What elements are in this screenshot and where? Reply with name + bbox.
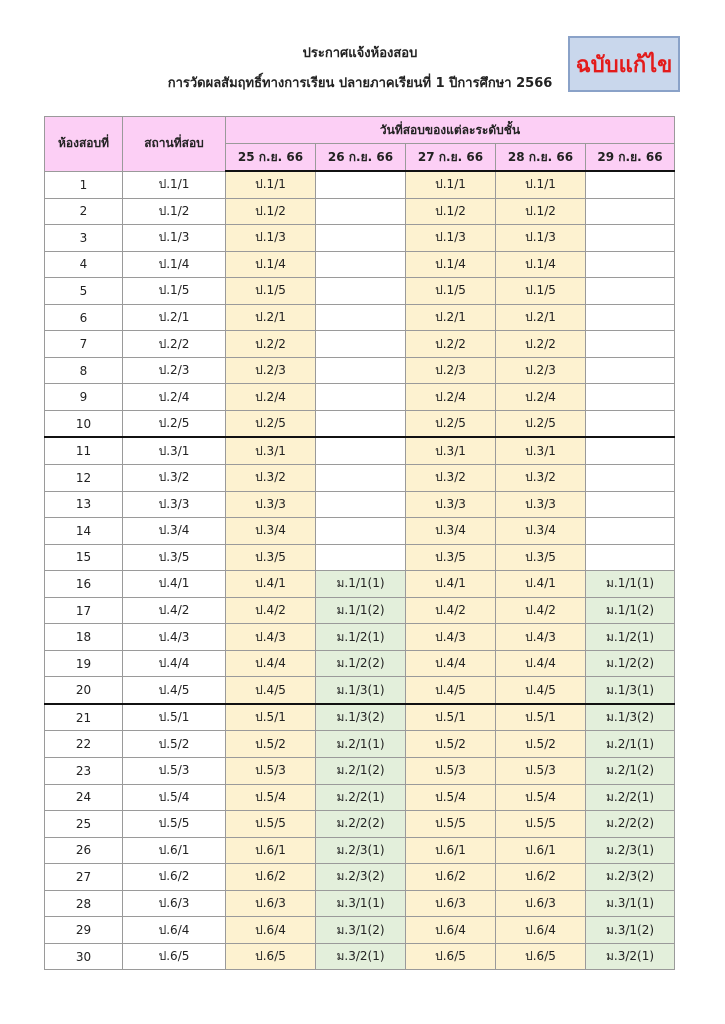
- cell-date-26: [316, 251, 406, 278]
- cell-location: ป.3/4: [123, 518, 226, 545]
- cell-location: ป.2/2: [123, 331, 226, 358]
- cell-date-28: ป.2/4: [496, 384, 586, 411]
- cell-date-29: ม.1/1(1): [586, 571, 675, 598]
- cell-location: ป.2/5: [123, 410, 226, 437]
- table-row: [45, 410, 675, 437]
- cell-date-28: ป.3/1: [496, 437, 586, 464]
- cell-date-28: ป.5/5: [496, 811, 586, 838]
- cell-date-26: [316, 225, 406, 252]
- cell-date-25: ป.6/2: [226, 864, 316, 891]
- cell-date-27: ป.2/1: [406, 304, 496, 331]
- cell-date-28: ป.4/1: [496, 571, 586, 598]
- cell-date-26: [316, 465, 406, 492]
- cell-location: ป.5/2: [123, 731, 226, 758]
- cell-date-29: [586, 357, 675, 384]
- cell-date-27: ป.4/4: [406, 650, 496, 677]
- table-row: [45, 278, 675, 305]
- cell-date-29: [586, 410, 675, 437]
- cell-date-26: ม.1/3(2): [316, 704, 406, 731]
- cell-room: 15: [45, 544, 123, 571]
- cell-date-26: [316, 198, 406, 225]
- cell-date-25: ป.6/4: [226, 917, 316, 944]
- cell-date-27: ป.4/5: [406, 677, 496, 704]
- cell-date-25: ป.4/3: [226, 624, 316, 651]
- cell-date-27: ป.1/2: [406, 198, 496, 225]
- cell-date-25: ป.3/5: [226, 544, 316, 571]
- cell-date-29: ม.2/1(2): [586, 758, 675, 785]
- cell-room: 22: [45, 731, 123, 758]
- table-row: [45, 357, 675, 384]
- cell-date-26: ม.1/3(1): [316, 677, 406, 704]
- cell-date-29: [586, 437, 675, 464]
- cell-date-26: ม.3/2(1): [316, 943, 406, 970]
- cell-room: 7: [45, 331, 123, 358]
- cell-location: ป.6/3: [123, 890, 226, 917]
- table-row: [45, 864, 675, 891]
- cell-room: 11: [45, 437, 123, 464]
- cell-date-26: [316, 518, 406, 545]
- cell-date-28: ป.1/2: [496, 198, 586, 225]
- cell-location: ป.4/2: [123, 597, 226, 624]
- cell-date-26: ม.1/2(2): [316, 650, 406, 677]
- cell-date-27: ป.6/3: [406, 890, 496, 917]
- cell-date-27: ป.6/1: [406, 837, 496, 864]
- cell-date-26: [316, 304, 406, 331]
- cell-date-25: ป.1/2: [226, 198, 316, 225]
- cell-date-29: [586, 544, 675, 571]
- cell-date-29: ม.1/2(1): [586, 624, 675, 651]
- table-row: [45, 198, 675, 225]
- cell-date-27: ป.4/1: [406, 571, 496, 598]
- table-row: [45, 331, 675, 358]
- cell-date-28: ป.3/5: [496, 544, 586, 571]
- cell-location: ป.2/3: [123, 357, 226, 384]
- cell-date-28: ป.6/3: [496, 890, 586, 917]
- cell-date-28: ป.6/5: [496, 943, 586, 970]
- cell-room: 30: [45, 943, 123, 970]
- cell-date-25: ป.2/3: [226, 357, 316, 384]
- cell-date-29: ม.3/1(1): [586, 890, 675, 917]
- table-row: [45, 251, 675, 278]
- cell-room: 18: [45, 624, 123, 651]
- header-date: 26 ก.ย. 66: [316, 144, 406, 172]
- cell-date-25: ป.4/2: [226, 597, 316, 624]
- cell-date-29: ม.2/2(1): [586, 784, 675, 811]
- cell-date-25: ป.4/5: [226, 677, 316, 704]
- cell-date-27: ป.1/1: [406, 171, 496, 198]
- cell-date-27: ป.5/2: [406, 731, 496, 758]
- header-date: 27 ก.ย. 66: [406, 144, 496, 172]
- cell-date-29: ม.3/1(2): [586, 917, 675, 944]
- cell-date-26: [316, 357, 406, 384]
- cell-date-29: [586, 304, 675, 331]
- cell-location: ป.3/5: [123, 544, 226, 571]
- cell-room: 19: [45, 650, 123, 677]
- cell-date-29: [586, 251, 675, 278]
- cell-date-26: ม.2/3(2): [316, 864, 406, 891]
- table-row: [45, 437, 675, 464]
- cell-location: ป.2/1: [123, 304, 226, 331]
- cell-room: 24: [45, 784, 123, 811]
- header-date: 25 ก.ย. 66: [226, 144, 316, 172]
- cell-date-28: ป.6/1: [496, 837, 586, 864]
- cell-date-27: ป.5/5: [406, 811, 496, 838]
- cell-date-29: [586, 518, 675, 545]
- cell-date-26: ม.3/1(1): [316, 890, 406, 917]
- cell-date-28: ป.3/4: [496, 518, 586, 545]
- cell-date-25: ป.3/2: [226, 465, 316, 492]
- cell-date-26: [316, 437, 406, 464]
- cell-location: ป.3/1: [123, 437, 226, 464]
- cell-date-28: ป.3/3: [496, 491, 586, 518]
- cell-date-27: ป.5/1: [406, 704, 496, 731]
- cell-date-28: ป.2/1: [496, 304, 586, 331]
- cell-date-29: ม.2/2(2): [586, 811, 675, 838]
- cell-date-29: [586, 198, 675, 225]
- cell-room: 5: [45, 278, 123, 305]
- cell-date-29: [586, 278, 675, 305]
- cell-date-29: [586, 225, 675, 252]
- cell-room: 28: [45, 890, 123, 917]
- table-row: [45, 518, 675, 545]
- cell-date-26: ม.3/1(2): [316, 917, 406, 944]
- cell-date-25: ป.3/1: [226, 437, 316, 464]
- table-row: [45, 225, 675, 252]
- cell-date-27: ป.3/5: [406, 544, 496, 571]
- cell-location: ป.5/1: [123, 704, 226, 731]
- cell-location: ป.1/5: [123, 278, 226, 305]
- cell-date-29: ม.1/3(1): [586, 677, 675, 704]
- table-row: [45, 650, 675, 677]
- cell-room: 12: [45, 465, 123, 492]
- cell-date-28: ป.2/5: [496, 410, 586, 437]
- cell-date-26: [316, 544, 406, 571]
- cell-date-28: ป.4/3: [496, 624, 586, 651]
- cell-date-25: ป.3/3: [226, 491, 316, 518]
- cell-date-28: ป.3/2: [496, 465, 586, 492]
- cell-room: 6: [45, 304, 123, 331]
- page-subtitle: การวัดผลสัมฤทธิ์ทางการเรียน ปลายภาคเรียนที่ 1 ปีการศึกษา 2566: [167, 76, 553, 91]
- cell-date-25: ป.1/1: [226, 171, 316, 198]
- cell-date-27: ป.2/2: [406, 331, 496, 358]
- cell-room: 26: [45, 837, 123, 864]
- cell-date-25: ป.5/4: [226, 784, 316, 811]
- cell-date-28: ป.6/2: [496, 864, 586, 891]
- cell-date-29: ม.2/1(1): [586, 731, 675, 758]
- cell-location: ป.1/1: [123, 171, 226, 198]
- cell-date-26: [316, 384, 406, 411]
- table-row: [45, 943, 675, 970]
- cell-date-28: ป.1/1: [496, 171, 586, 198]
- cell-date-27: ป.6/4: [406, 917, 496, 944]
- cell-date-26: ม.1/1(2): [316, 597, 406, 624]
- cell-date-25: ป.6/3: [226, 890, 316, 917]
- cell-room: 21: [45, 704, 123, 731]
- cell-date-26: [316, 331, 406, 358]
- header-row-1: [45, 117, 675, 144]
- cell-date-25: ป.2/5: [226, 410, 316, 437]
- cell-date-28: ป.1/5: [496, 278, 586, 305]
- cell-date-27: ป.2/3: [406, 357, 496, 384]
- table-row: [45, 597, 675, 624]
- cell-date-28: ป.2/3: [496, 357, 586, 384]
- revision-badge: [568, 36, 680, 92]
- cell-date-27: ป.5/3: [406, 758, 496, 785]
- cell-date-28: ป.5/4: [496, 784, 586, 811]
- cell-date-25: ป.1/5: [226, 278, 316, 305]
- cell-date-29: [586, 491, 675, 518]
- cell-date-27: ป.1/5: [406, 278, 496, 305]
- cell-location: ป.3/2: [123, 465, 226, 492]
- cell-date-27: ป.1/4: [406, 251, 496, 278]
- header-date: 29 ก.ย. 66: [586, 144, 675, 172]
- cell-date-29: [586, 171, 675, 198]
- table-body: [45, 171, 675, 970]
- header-dates-group: วันที่สอบของแต่ละระดับชั้น: [226, 117, 675, 144]
- cell-date-29: ม.2/3(2): [586, 864, 675, 891]
- cell-date-27: ป.5/4: [406, 784, 496, 811]
- cell-date-27: ป.2/5: [406, 410, 496, 437]
- cell-location: ป.6/5: [123, 943, 226, 970]
- cell-room: 16: [45, 571, 123, 598]
- cell-date-28: ป.5/2: [496, 731, 586, 758]
- cell-date-25: ป.1/4: [226, 251, 316, 278]
- table-row: [45, 304, 675, 331]
- cell-room: 10: [45, 410, 123, 437]
- cell-date-26: [316, 491, 406, 518]
- cell-date-27: ป.3/4: [406, 518, 496, 545]
- cell-date-27: ป.1/3: [406, 225, 496, 252]
- cell-date-28: ป.4/4: [496, 650, 586, 677]
- table-row: [45, 731, 675, 758]
- cell-location: ป.4/5: [123, 677, 226, 704]
- cell-date-25: ป.4/1: [226, 571, 316, 598]
- table-row: [45, 171, 675, 198]
- header-date: 28 ก.ย. 66: [496, 144, 586, 172]
- cell-date-28: ป.1/4: [496, 251, 586, 278]
- table-row: [45, 571, 675, 598]
- table-row: [45, 917, 675, 944]
- cell-room: 8: [45, 357, 123, 384]
- cell-room: 25: [45, 811, 123, 838]
- cell-date-27: ป.3/2: [406, 465, 496, 492]
- table-row: [45, 704, 675, 731]
- cell-date-29: ม.3/2(1): [586, 943, 675, 970]
- cell-date-28: ป.5/1: [496, 704, 586, 731]
- table-row: [45, 784, 675, 811]
- cell-date-25: ป.6/5: [226, 943, 316, 970]
- cell-location: ป.2/4: [123, 384, 226, 411]
- cell-date-25: ป.5/1: [226, 704, 316, 731]
- cell-location: ป.6/4: [123, 917, 226, 944]
- cell-date-27: ป.3/3: [406, 491, 496, 518]
- cell-date-28: ป.1/3: [496, 225, 586, 252]
- cell-date-29: ม.1/2(2): [586, 650, 675, 677]
- cell-location: ป.4/1: [123, 571, 226, 598]
- cell-date-29: ม.1/1(2): [586, 597, 675, 624]
- cell-room: 9: [45, 384, 123, 411]
- cell-date-26: ม.2/3(1): [316, 837, 406, 864]
- cell-location: ป.4/4: [123, 650, 226, 677]
- cell-room: 27: [45, 864, 123, 891]
- revision-badge-label: ฉบับแก้ไข: [575, 52, 673, 78]
- cell-location: ป.4/3: [123, 624, 226, 651]
- cell-date-26: ม.1/1(1): [316, 571, 406, 598]
- cell-room: 1: [45, 171, 123, 198]
- cell-date-25: ป.1/3: [226, 225, 316, 252]
- cell-date-26: [316, 410, 406, 437]
- table-row: [45, 544, 675, 571]
- cell-date-28: ป.4/2: [496, 597, 586, 624]
- cell-room: 17: [45, 597, 123, 624]
- cell-date-28: ป.4/5: [496, 677, 586, 704]
- table-row: [45, 758, 675, 785]
- cell-location: ป.1/2: [123, 198, 226, 225]
- cell-date-27: ป.6/5: [406, 943, 496, 970]
- cell-location: ป.1/4: [123, 251, 226, 278]
- cell-date-26: ม.2/1(1): [316, 731, 406, 758]
- cell-date-29: [586, 384, 675, 411]
- cell-date-25: ป.3/4: [226, 518, 316, 545]
- cell-date-27: ป.2/4: [406, 384, 496, 411]
- table-row: [45, 890, 675, 917]
- cell-date-26: ม.1/2(1): [316, 624, 406, 651]
- cell-date-27: ป.4/3: [406, 624, 496, 651]
- cell-location: ป.5/3: [123, 758, 226, 785]
- cell-date-25: ป.4/4: [226, 650, 316, 677]
- page-title: ประกาศแจ้งห้องสอบ: [302, 46, 418, 61]
- cell-date-29: [586, 331, 675, 358]
- cell-date-25: ป.5/5: [226, 811, 316, 838]
- header-location: สถานที่สอบ: [123, 117, 226, 172]
- cell-date-26: ม.2/1(2): [316, 758, 406, 785]
- cell-location: ป.5/5: [123, 811, 226, 838]
- cell-date-25: ป.2/4: [226, 384, 316, 411]
- cell-date-26: [316, 171, 406, 198]
- cell-date-25: ป.5/3: [226, 758, 316, 785]
- cell-date-26: ม.2/2(2): [316, 811, 406, 838]
- cell-location: ป.5/4: [123, 784, 226, 811]
- table-row: [45, 624, 675, 651]
- cell-room: 20: [45, 677, 123, 704]
- cell-date-29: ม.2/3(1): [586, 837, 675, 864]
- table-row: [45, 837, 675, 864]
- cell-date-26: [316, 278, 406, 305]
- cell-date-28: ป.6/4: [496, 917, 586, 944]
- cell-location: ป.6/1: [123, 837, 226, 864]
- cell-room: 23: [45, 758, 123, 785]
- header-room: ห้องสอบที่: [45, 117, 123, 172]
- cell-date-27: ป.4/2: [406, 597, 496, 624]
- cell-date-26: ม.2/2(1): [316, 784, 406, 811]
- table-row: [45, 384, 675, 411]
- cell-date-25: ป.2/1: [226, 304, 316, 331]
- exam-room-table: [44, 116, 675, 970]
- cell-room: 2: [45, 198, 123, 225]
- cell-room: 13: [45, 491, 123, 518]
- cell-date-25: ป.5/2: [226, 731, 316, 758]
- cell-location: ป.6/2: [123, 864, 226, 891]
- cell-date-27: ป.3/1: [406, 437, 496, 464]
- table-row: [45, 491, 675, 518]
- cell-location: ป.3/3: [123, 491, 226, 518]
- cell-date-27: ป.6/2: [406, 864, 496, 891]
- cell-date-28: ป.2/2: [496, 331, 586, 358]
- cell-room: 14: [45, 518, 123, 545]
- cell-date-25: ป.2/2: [226, 331, 316, 358]
- table-row: [45, 677, 675, 704]
- cell-location: ป.1/3: [123, 225, 226, 252]
- table-row: [45, 465, 675, 492]
- table-row: [45, 811, 675, 838]
- cell-room: 3: [45, 225, 123, 252]
- cell-date-25: ป.6/1: [226, 837, 316, 864]
- cell-date-29: [586, 465, 675, 492]
- cell-date-28: ป.5/3: [496, 758, 586, 785]
- cell-date-29: ม.1/3(2): [586, 704, 675, 731]
- cell-room: 4: [45, 251, 123, 278]
- cell-room: 29: [45, 917, 123, 944]
